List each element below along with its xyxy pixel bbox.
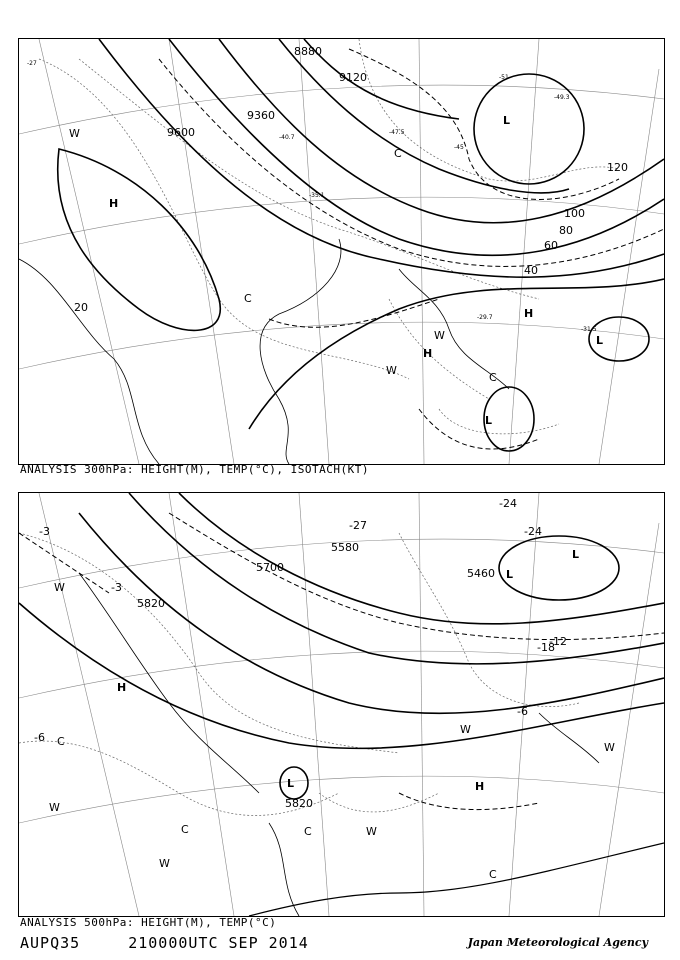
isotach-label: 40 [524,264,538,277]
cold-marker: C [489,371,497,384]
temp-label: -18 [537,641,555,654]
coastline-east [249,843,664,916]
graticule [19,39,664,464]
cold-marker: C [304,825,312,838]
temp-label: -47.5 [389,129,405,136]
temp-label: -6 [517,705,528,718]
temp-labels [34,497,567,744]
cold-marker: C [394,147,402,160]
temp-label: -27 [349,519,367,532]
isotach-label: 120 [607,161,628,174]
temp-label: -51 [499,74,509,81]
warm-marker: W [69,127,80,140]
chart-500hpa [18,492,665,917]
temp-isotherms [39,39,619,434]
low-marker: L [503,114,511,127]
temp-label: -12 [549,635,567,648]
temp-label: -35.1 [309,192,325,199]
temp-label: -24 [499,497,517,510]
height-label: 5580 [331,541,359,554]
map-500hpa [19,493,664,916]
caption-300hpa: ANALYSIS 300hPa: HEIGHT(M), TEMP(°C), ISOTACH(KT) [20,463,370,476]
height-label: 5820 [137,597,165,610]
isotach-labels [74,161,628,314]
valid-time: 210000UTC SEP 2014 [128,934,309,952]
cold-marker: C [181,823,189,836]
warm-marker: W [604,741,615,754]
high-marker: H [423,347,433,360]
low-marker: L [572,548,580,561]
coastlines [19,239,509,464]
temp-contours-major [19,513,664,810]
product-code: AUPQ35 [20,934,81,952]
warm-marker: W [434,329,445,342]
map-300hpa [19,39,664,464]
cold-marker: C [244,292,252,305]
isotach-label: 60 [544,239,558,252]
height-label: 5820 [285,797,313,810]
cold-marker: C [57,735,65,748]
warm-marker: W [366,825,377,838]
warm-marker: W [386,364,397,377]
agency-name: Japan Meteorological Agency [467,936,648,949]
height-labels [167,45,367,139]
temp-label: -40.7 [279,134,295,141]
isotach-label: 100 [564,207,585,220]
height-label: 5700 [256,561,284,574]
temp-label: -27 [27,60,37,67]
low-marker: L [485,414,493,427]
isotach-label: 80 [559,224,573,237]
height-labels [137,541,495,810]
temp-label: -3 [39,525,50,538]
height-label: 9360 [247,109,275,122]
low-marker: L [596,334,604,347]
warm-marker: W [49,801,60,814]
warm-marker: W [159,857,170,870]
warm-marker: W [460,723,471,736]
high-marker: H [524,307,534,320]
chart-300hpa [18,38,665,465]
height-label: 5460 [467,567,495,580]
isotach-label: 20 [74,301,88,314]
temp-label: -45 [454,144,464,151]
height-label: 9600 [167,126,195,139]
temp-label: -31.5 [581,326,597,333]
low-marker: L [287,777,295,790]
high-marker: H [475,780,485,793]
product-line [20,934,347,952]
temp-label: -6 [34,731,45,744]
warm-marker: W [54,581,65,594]
height-contours [19,493,664,799]
high-marker: H [109,197,119,210]
pressure-systems [49,548,615,881]
height-label: 8880 [294,45,322,58]
high-marker: H [117,681,127,694]
low-marker: L [506,568,514,581]
cold-marker: C [489,868,497,881]
height-contours [58,39,664,451]
temp-label: -3 [111,581,122,594]
temp-isotherms [19,533,579,816]
temp-label: -29.7 [477,314,493,321]
height-label: 9120 [339,71,367,84]
temp-label: -49.3 [554,94,570,101]
temp-label: -24 [524,525,542,538]
caption-500hpa: ANALYSIS 500hPa: HEIGHT(M), TEMP(°C) [20,916,277,929]
